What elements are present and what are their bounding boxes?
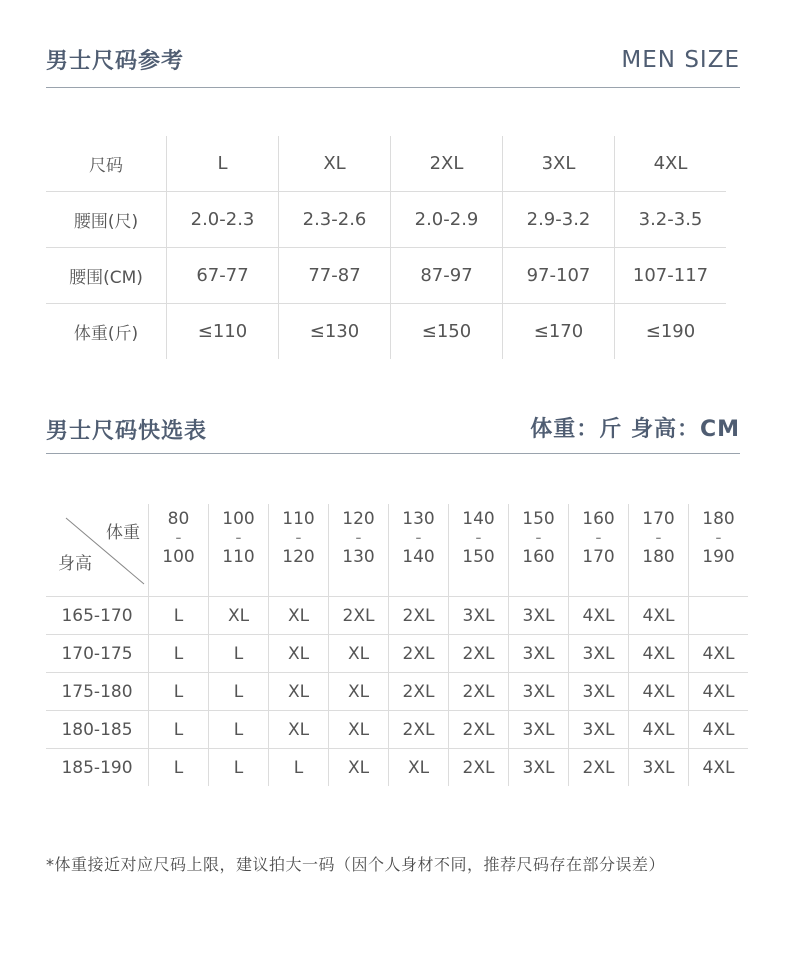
value-cell: 2.0-2.3: [167, 192, 279, 248]
section-subtitle: MEN SIZE: [621, 47, 740, 73]
size-cell: XL: [269, 673, 329, 711]
divider: [46, 87, 740, 88]
size-cell: 2XL: [329, 597, 389, 635]
table-header-row: [46, 136, 726, 192]
size-cell: L: [149, 711, 209, 749]
size-cell: 2XL: [449, 635, 509, 673]
row-label: 腰围(CM): [46, 248, 167, 304]
size-cell: L: [167, 136, 279, 192]
size-cell: 4XL: [629, 711, 689, 749]
size-cell: XL: [269, 711, 329, 749]
height-range-cell: 185-190: [46, 749, 149, 787]
size-cell: 3XL: [569, 673, 629, 711]
row-label: 体重(斤): [46, 304, 167, 360]
value-cell: 2.9-3.2: [503, 192, 615, 248]
size-cell: 4XL: [689, 749, 749, 787]
weight-range-header: 150 - 160: [509, 504, 569, 597]
height-range-cell: 180-185: [46, 711, 149, 749]
value-cell: ≤170: [503, 304, 615, 360]
table-header-row: [46, 504, 748, 597]
size-cell: 3XL: [509, 597, 569, 635]
footnote: *体重接近对应尺码上限，建议拍大一码（因个人身材不同，推荐尺码存在部分误差）: [46, 855, 666, 874]
size-cell: 3XL: [629, 749, 689, 787]
size-cell: 2XL: [449, 749, 509, 787]
table-row: [46, 635, 748, 673]
section-title: 男士尺码快选表: [46, 419, 208, 444]
value-cell: ≤150: [391, 304, 503, 360]
size-cell: 4XL: [629, 673, 689, 711]
weight-range-header: 130 - 140: [389, 504, 449, 597]
size-cell: XL: [329, 673, 389, 711]
size-cell: 2XL: [389, 597, 449, 635]
size-cell: 4XL: [689, 711, 749, 749]
table-row: [46, 304, 726, 360]
value-cell: ≤110: [167, 304, 279, 360]
value-cell: ≤130: [279, 304, 391, 360]
size-cell: XL: [389, 749, 449, 787]
size-cell: 2XL: [391, 136, 503, 192]
size-cell: L: [209, 673, 269, 711]
size-cell: 3XL: [569, 635, 629, 673]
size-cell: 3XL: [503, 136, 615, 192]
size-cell: 4XL: [615, 136, 727, 192]
value-cell: 67-77: [167, 248, 279, 304]
weight-range-header: 170 - 180: [629, 504, 689, 597]
size-cell: 4XL: [629, 635, 689, 673]
value-cell: 107-117: [615, 248, 727, 304]
size-cell: 4XL: [629, 597, 689, 635]
size-cell: 2XL: [389, 635, 449, 673]
size-cell: XL: [329, 749, 389, 787]
weight-range-header: 80 - 100: [149, 504, 209, 597]
size-cell: L: [149, 597, 209, 635]
size-cell: L: [209, 711, 269, 749]
size-cell: L: [209, 635, 269, 673]
size-cell: XL: [329, 635, 389, 673]
size-cell: 3XL: [509, 673, 569, 711]
row-label: 尺码: [89, 156, 123, 176]
size-cell: 2XL: [389, 673, 449, 711]
table-row: [46, 248, 726, 304]
size-cell: 2XL: [389, 711, 449, 749]
size-cell: XL: [279, 136, 391, 192]
quick-select-table: [46, 504, 748, 786]
height-range-cell: 175-180: [46, 673, 149, 711]
size-cell: 4XL: [689, 635, 749, 673]
divider: [46, 453, 740, 454]
height-range-cell: 165-170: [46, 597, 149, 635]
table-row: [46, 749, 748, 787]
size-cell: L: [149, 673, 209, 711]
table-row: [46, 711, 748, 749]
value-cell: 97-107: [503, 248, 615, 304]
size-cell: L: [149, 635, 209, 673]
size-cell: XL: [329, 711, 389, 749]
weight-range-header: 140 - 150: [449, 504, 509, 597]
table-row: [46, 673, 748, 711]
section-header-quick-select: [46, 412, 740, 456]
size-reference-table: [46, 136, 726, 359]
size-cell: L: [149, 749, 209, 787]
corner-cell: [46, 504, 149, 597]
size-cell: 3XL: [449, 597, 509, 635]
section-header-size-reference: [46, 44, 740, 90]
size-cell: XL: [269, 635, 329, 673]
size-cell: XL: [269, 597, 329, 635]
weight-axis-label: 体重: [106, 523, 140, 543]
row-label: 腰围(尺): [46, 192, 167, 248]
weight-range-header: 100 - 110: [209, 504, 269, 597]
size-cell: L: [209, 749, 269, 787]
section-subtitle: 体重：斤 身高：CM: [530, 417, 740, 442]
size-cell: 3XL: [569, 711, 629, 749]
weight-range-header: 110 - 120: [269, 504, 329, 597]
size-cell: 3XL: [509, 711, 569, 749]
height-range-cell: 170-175: [46, 635, 149, 673]
value-cell: 87-97: [391, 248, 503, 304]
value-cell: ≤190: [615, 304, 727, 360]
size-cell: 2XL: [569, 749, 629, 787]
size-cell: L: [269, 749, 329, 787]
weight-range-header: 120 - 130: [329, 504, 389, 597]
table-row: [46, 192, 726, 248]
size-cell: 4XL: [569, 597, 629, 635]
weight-range-header: 160 - 170: [569, 504, 629, 597]
value-cell: 3.2-3.5: [615, 192, 727, 248]
table-row: [46, 597, 748, 635]
size-cell: 3XL: [509, 635, 569, 673]
size-cell: XL: [209, 597, 269, 635]
size-cell: 2XL: [449, 673, 509, 711]
size-cell: 4XL: [689, 673, 749, 711]
value-cell: 2.0-2.9: [391, 192, 503, 248]
value-cell: 77-87: [279, 248, 391, 304]
size-cell: 3XL: [509, 749, 569, 787]
size-cell: 2XL: [449, 711, 509, 749]
size-cell: [689, 597, 749, 635]
height-axis-label: 身高: [58, 554, 92, 574]
weight-range-header: 180 - 190: [689, 504, 749, 597]
section-title: 男士尺码参考: [46, 49, 185, 74]
value-cell: 2.3-2.6: [279, 192, 391, 248]
